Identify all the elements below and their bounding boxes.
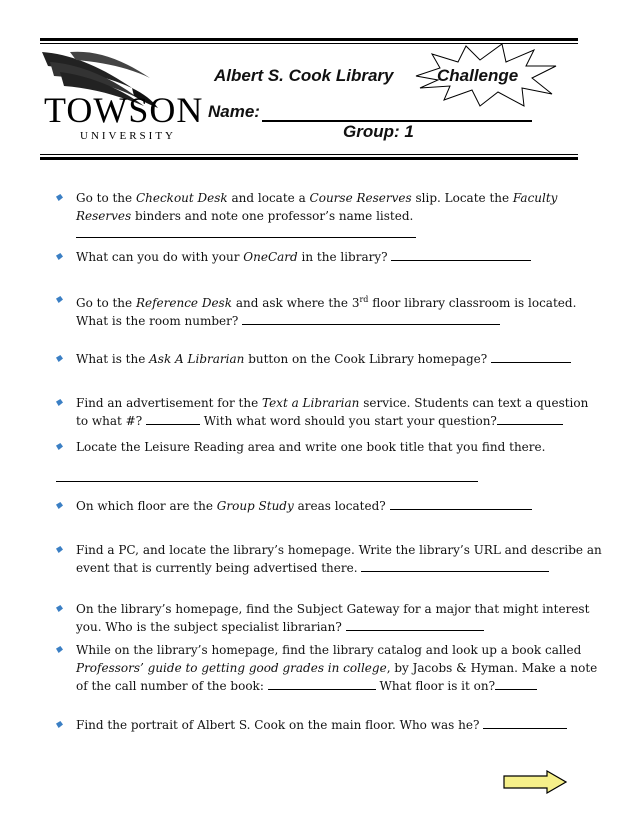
answer-blank[interactable] <box>361 559 549 572</box>
question-emphasis: Checkout Desk <box>135 191 228 205</box>
bullet-icon <box>56 399 63 406</box>
question-text <box>76 248 604 266</box>
question-text <box>76 497 604 515</box>
name-row <box>208 102 532 122</box>
question-text <box>76 541 604 577</box>
question-emphasis: Text a Librarian <box>262 396 360 410</box>
question-item <box>56 716 604 734</box>
question-fragment: On which floor are the <box>76 499 217 513</box>
answer-blank[interactable] <box>495 677 537 690</box>
question-fragment: binders and note one professor’s name listed. <box>131 209 414 223</box>
logo-subtitle: UNIVERSITY <box>80 130 176 142</box>
next-arrow-icon[interactable] <box>503 770 567 794</box>
question-fragment: What is the <box>76 352 150 366</box>
question-item <box>56 291 604 330</box>
question-fragment: button on the Cook Library homepage? <box>244 352 491 366</box>
answer-blank[interactable] <box>390 497 532 510</box>
question-fragment: Find the portrait of Albert S. Cook on the main floor. Who was he? <box>76 718 484 732</box>
question-fragment: slip. Locate the <box>411 191 513 205</box>
answer-blank[interactable] <box>346 618 484 631</box>
question-item <box>56 350 604 368</box>
bullet-icon <box>56 646 63 653</box>
header-bottom-rule <box>40 157 578 160</box>
question-text <box>76 641 604 695</box>
logo-wordmark: TOWSON <box>44 90 204 130</box>
question-fragment: in the library? <box>297 250 392 264</box>
question-text <box>76 438 604 456</box>
bullet-icon <box>56 443 63 450</box>
question-emphasis: Group Study <box>216 499 294 513</box>
question-fragment: rd <box>359 295 369 304</box>
question-fragment: and locate a <box>227 191 310 205</box>
question-fragment: With what word should you start your question? <box>199 414 497 428</box>
bullet-icon <box>56 296 63 303</box>
bullet-icon <box>56 253 63 260</box>
question-text <box>76 600 604 636</box>
question-fragment: Locate the Leisure Reading area and write one book title that you find there. <box>76 440 546 454</box>
question-fragment: Go to the <box>76 191 136 205</box>
answer-blank[interactable] <box>391 248 531 261</box>
answer-blank[interactable] <box>242 312 500 325</box>
answer-blank[interactable] <box>497 412 563 425</box>
answer-blank[interactable] <box>146 412 200 425</box>
challenge-label: Challenge <box>437 66 519 85</box>
answer-blank[interactable] <box>491 350 571 363</box>
question-text <box>76 189 604 243</box>
question-fragment: Find a PC, and locate the library’s homepage. Write the library’s URL and describe an event that is currently being advertised there. <box>76 543 602 575</box>
question-fragment: While on the library’s homepage, find the library catalog and look up a book called <box>76 643 582 657</box>
question-item <box>56 248 604 266</box>
question-emphasis: Professors’ guide to getting good grades in college <box>76 661 387 675</box>
question-text <box>76 350 604 368</box>
document-title: Albert S. Cook Library <box>214 66 394 85</box>
question-fragment: What floor is it on? <box>375 679 496 693</box>
question-fragment: On the library’s homepage, find the Subject Gateway for a major that might interest you. Who is the subject specialist librarian? <box>76 602 590 634</box>
question-item <box>56 541 604 577</box>
question-emphasis: OneCard <box>243 250 298 264</box>
question-fragment: service. Students can text a question to what #? <box>76 396 589 428</box>
question-fragment: and ask where the 3 <box>232 296 360 310</box>
bullet-icon <box>56 194 63 201</box>
question-fragment: Go to the <box>76 296 136 310</box>
name-label: Name: <box>208 102 260 121</box>
bullet-icon <box>56 502 63 509</box>
question-text <box>76 716 604 734</box>
group-label: Group: 1 <box>343 122 414 141</box>
bullet-icon <box>56 355 63 362</box>
question-item <box>56 189 604 243</box>
question-emphasis: Reference Desk <box>135 296 232 310</box>
bullet-icon <box>56 546 63 553</box>
question-item <box>56 497 604 515</box>
question-item <box>56 438 604 456</box>
question-fragment: areas located? <box>293 499 390 513</box>
answer-blank[interactable] <box>268 677 376 690</box>
header-top-rule <box>40 38 578 41</box>
header-bottom-rule-thin <box>40 154 578 155</box>
question-item <box>56 600 604 636</box>
bullet-icon <box>56 721 63 728</box>
question-fragment: What can you do with your <box>76 250 244 264</box>
answer-line[interactable] <box>56 481 478 482</box>
question-text <box>76 291 604 330</box>
question-fragment: , by Jacobs & Hyman. Make a note of the call number of the book: <box>76 661 598 693</box>
question-item <box>56 394 604 430</box>
question-item <box>56 641 604 695</box>
question-emphasis: Course Reserves <box>309 191 412 205</box>
question-emphasis: Ask A Librarian <box>149 352 245 366</box>
question-fragment: Find an advertisement for the <box>76 396 262 410</box>
question-fragment: floor library classroom is located. What is the room number? <box>76 296 577 328</box>
answer-blank[interactable] <box>483 716 567 729</box>
bullet-icon <box>56 605 63 612</box>
question-emphasis: Faculty Reserves <box>76 191 558 223</box>
answer-blank[interactable] <box>76 225 416 238</box>
question-text <box>76 394 604 430</box>
name-blank[interactable] <box>262 102 532 122</box>
